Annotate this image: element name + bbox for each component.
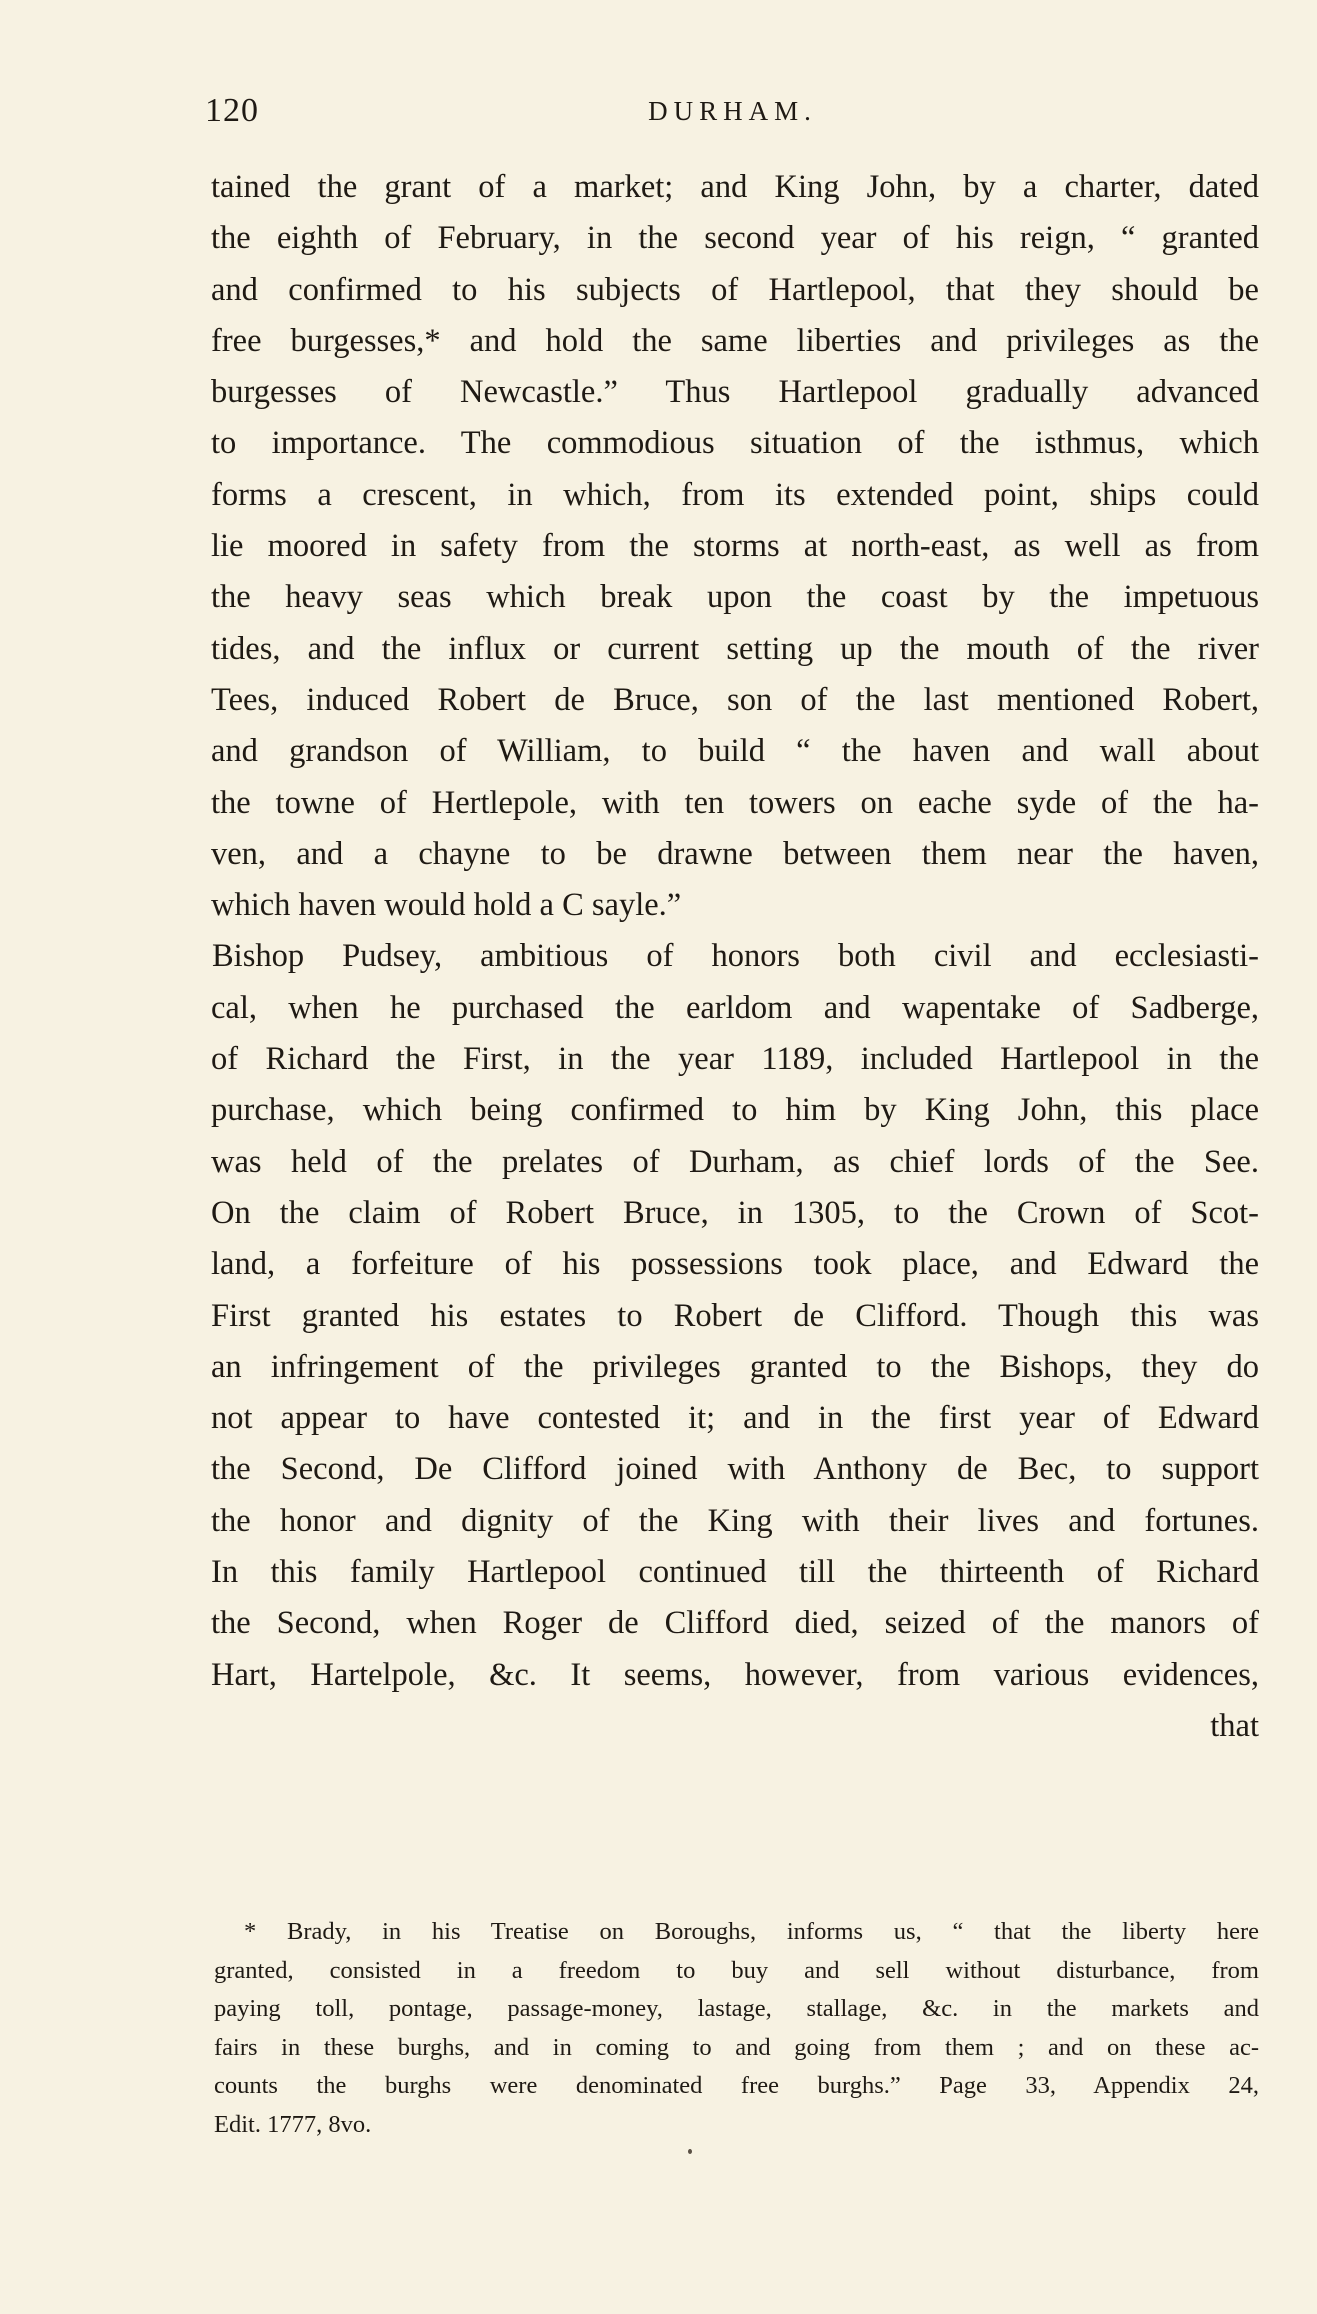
paragraph-start-line: Bishop Pudsey, ambitious of honors both civil and ecclesiasti- — [212, 938, 1259, 975]
footnote-line: Edit. 1777, 8vo. — [214, 2110, 372, 2138]
footnote-line: paying toll, pontage, passage-money, lastage, stallage, &c. in the markets and — [214, 1995, 1259, 2022]
body-line: ven, and a chayne to be drawne between them near the haven, — [211, 835, 1259, 872]
body-line: the Second, De Clifford joined with Anthony de Bec, to support — [211, 1451, 1259, 1488]
body-line: the heavy seas which break upon the coast by the impetuous — [211, 579, 1259, 616]
body-line: tained the grant of a market; and King John, by a charter, dated — [211, 169, 1259, 205]
body-line: Hart, Hartelpole, &c. It seems, however, from various evidences, — [211, 1656, 1259, 1693]
body-line: the towne of Hertlepole, with ten towers on eache syde of the ha- — [211, 784, 1259, 821]
body-line: burgesses of Newcastle.” Thus Hartlepool gradually advanced — [211, 374, 1259, 411]
body-line: and grandson of William, to build “ the haven and wall about — [211, 733, 1259, 770]
body-line: On the claim of Robert Bruce, in 1305, to the Crown of Scot- — [211, 1194, 1259, 1231]
body-line: and confirmed to his subjects of Hartlepool, that they should be — [211, 271, 1259, 308]
running-head — [205, 92, 1260, 132]
body-line: In this family Hartlepool continued till the thirteenth of Richard — [211, 1554, 1259, 1591]
body-line: an infringement of the privileges granted to the Bishops, they do — [211, 1348, 1259, 1385]
body-line: which haven would hold a C sayle.” — [211, 887, 682, 924]
body-line: Tees, induced Robert de Bruce, son of the last mentioned Robert, — [211, 681, 1259, 718]
body-line: lie moored in safety from the storms at north-east, as well as from — [211, 528, 1259, 565]
running-title: DURHAM. — [648, 96, 817, 126]
body-line: was held of the prelates of Durham, as chief lords of the See. — [211, 1143, 1259, 1180]
footnote-line: counts the burghs were denominated free burghs.” Page 33, Appendix 24, — [214, 2072, 1259, 2099]
catchword: that — [1210, 1707, 1259, 1744]
body-text — [211, 162, 1259, 1752]
footnote-line: * Brady, in his Treatise on Boroughs, informs us, “ that the liberty here — [244, 1918, 1259, 1945]
body-line: cal, when he purchased the earldom and wapentake of Sadberge, — [211, 989, 1259, 1026]
footnote-line: fairs in these burghs, and in coming to and going from them ; and on these ac- — [214, 2033, 1259, 2061]
body-line: land, a forfeiture of his possessions took place, and Edward the — [211, 1246, 1259, 1283]
page-number: 120 — [205, 92, 259, 129]
body-line: tides, and the influx or current setting up the mouth of the river — [211, 630, 1259, 667]
footnote — [214, 1913, 1259, 2144]
ink-speck — [688, 2149, 692, 2154]
body-line: forms a crescent, in which, from its extended point, ships could — [211, 476, 1259, 513]
body-line: the eighth of February, in the second year of his reign, “ granted — [211, 220, 1259, 257]
body-line: First granted his estates to Robert de Clifford. Though this was — [211, 1297, 1259, 1334]
body-line: purchase, which being confirmed to him by King John, this place — [211, 1092, 1259, 1129]
body-line: the Second, when Roger de Clifford died, seized of the manors of — [211, 1605, 1259, 1642]
body-line: the honor and dignity of the King with their lives and fortunes. — [211, 1502, 1259, 1539]
body-line: of Richard the First, in the year 1189, included Hartlepool in the — [211, 1041, 1259, 1078]
body-line: free burgesses,* and hold the same liberties and privileges as the — [211, 322, 1259, 359]
body-line: to importance. The commodious situation of the isthmus, which — [211, 425, 1259, 462]
body-line: not appear to have contested it; and in the first year of Edward — [211, 1400, 1259, 1437]
footnote-line: granted, consisted in a freedom to buy and sell without disturbance, from — [214, 1956, 1259, 1984]
